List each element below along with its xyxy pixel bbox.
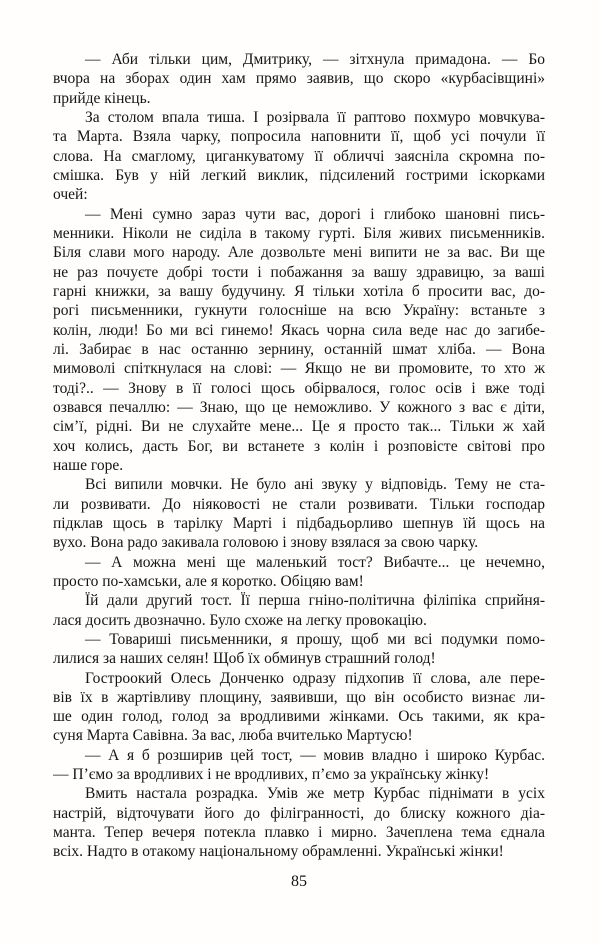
text-line: смішка. Був у ній легкий виклик, підсилений гострими іскорками bbox=[53, 166, 545, 184]
text-line: — Мені сумно зараз чути вас, дорогі і глибоко шановні пись- bbox=[85, 205, 545, 223]
text-line: гарні книжки, за вашу будучину. Я тільки хотіла б просити вас, до- bbox=[53, 282, 545, 300]
text-line: вчора на зборах один хам прямо заявив, що скоро «курбасівщині» bbox=[53, 70, 545, 88]
text-line: суня Марта Савівна. За вас, люба вчителько Мартусю! bbox=[53, 727, 413, 745]
text-line: ше один голод, голод за вродливими жінками. Ось такими, як кра- bbox=[53, 708, 545, 726]
text-line: всіх. Надто в отакому національному обрамленні. Українські жінки! bbox=[53, 843, 504, 861]
text-line: Гостроокий Олесь Донченко одразу підхопив її слова, але пере- bbox=[85, 669, 545, 687]
text-line: Всі випили мовчки. Не було ані звуку у відповідь. Тему не ста- bbox=[85, 476, 545, 494]
text-line: наше горе. bbox=[53, 456, 124, 474]
text-line: вухо. Вона радо закивала головою і знову взялася за свою чарку. bbox=[53, 534, 479, 552]
text-line: настрій, відточувати його до філігранності, до блиску кожного діа- bbox=[53, 804, 545, 822]
text-line: просто по-хамськи, але я коротко. Обіцяю вам! bbox=[53, 572, 364, 590]
text-line: вів їх в жартівливу площину, заявивши, що він особисто визнає ли- bbox=[53, 688, 545, 706]
page-number: 85 bbox=[291, 873, 307, 890]
text-line: колін, люди! Бо ми всі гинемо! Якась чорна сила веде нас до загибе- bbox=[53, 321, 545, 339]
text-line: лі. Забирає в нас останню зернину, останній шмат хліба. — Вона bbox=[53, 340, 545, 358]
text-line: підклав щось в тарілку Марті і підбадьорливо шепнув їй щось на bbox=[53, 514, 545, 532]
text-line: ли розвивати. До ніяковості не стали розвивати. Тільки господар bbox=[53, 495, 545, 513]
text-line: сім’ї, рідні. Ви не слухайте мене... Це я просто так... Тільки ж хай bbox=[53, 418, 545, 436]
text-line: не раз почуєте добрі тости і побажання за вашу здравицю, за ваші bbox=[53, 263, 545, 281]
text-line: Вмить настала розрадка. Умів же метр Курбас піднімати в усіх bbox=[85, 785, 545, 803]
text-line: Біля слави мого народу. Але дозвольте мені випити не за вас. Ви ще bbox=[53, 244, 545, 262]
text-line: рогі письменники, гукнути голосніше на всю Україну: встаньте з bbox=[53, 302, 545, 320]
text-line: менники. Ніколи не сиділа в такому гурті. Біля живих письменників. bbox=[53, 224, 545, 242]
text-line: манта. Тепер вечеря потекла плавко і мирно. Зачеплена тема єднала bbox=[53, 824, 545, 842]
text-line: та Марта. Взяла чарку, попросила наповнити її, щоб усі почули її bbox=[53, 128, 545, 146]
text-line: лася досить двозначно. Було схоже на легку провокацію. bbox=[53, 611, 427, 629]
text-line: Їй дали другий тост. Її перша гніно-політична філіпіка сприйня- bbox=[85, 592, 545, 610]
text-line: слова. На смаглому, циганкуватому її обличчі заясніла скромна по- bbox=[53, 147, 545, 165]
text-line: хоч колись, дасть Бог, ви встанете з колін і розповісте світові про bbox=[53, 437, 545, 455]
text-line: За столом впала тиша. І розірвала її раптово похмуро мовчкува- bbox=[85, 108, 545, 126]
text-line: очей: bbox=[53, 186, 88, 204]
text-line: озвався печаллю: — Знаю, що це неможливо. У кожного з вас є діти, bbox=[53, 398, 545, 416]
text-block bbox=[53, 50, 545, 862]
text-line: лилися за наших селян! Щоб їх обминув страшний голод! bbox=[53, 650, 436, 668]
text-line: мимоволі спіткнулася на слові: — Якщо не ви промовите, то хто ж bbox=[53, 360, 545, 378]
text-line: — П’ємо за вродливих і не вродливих, п’ємо за українську жінку! bbox=[53, 766, 490, 784]
text-line: — Товариші письменники, я прошу, щоб ми всі подумки помо- bbox=[85, 630, 545, 648]
text-line: — Аби тільки цим, Дмитрику, — зітхнула примадона. — Бо bbox=[85, 51, 545, 68]
text-line: — А можна мені ще маленький тост? Вибачте... це нечемно, bbox=[85, 553, 545, 571]
text-line: — А я б розширив цей тост, — мовив владно і широко Курбас. bbox=[85, 746, 545, 764]
text-line: прийде кінець. bbox=[53, 89, 151, 107]
text-line: тоді?.. — Знову в її голосі щось обірвалося, голос осів і вже тоді bbox=[53, 379, 545, 397]
